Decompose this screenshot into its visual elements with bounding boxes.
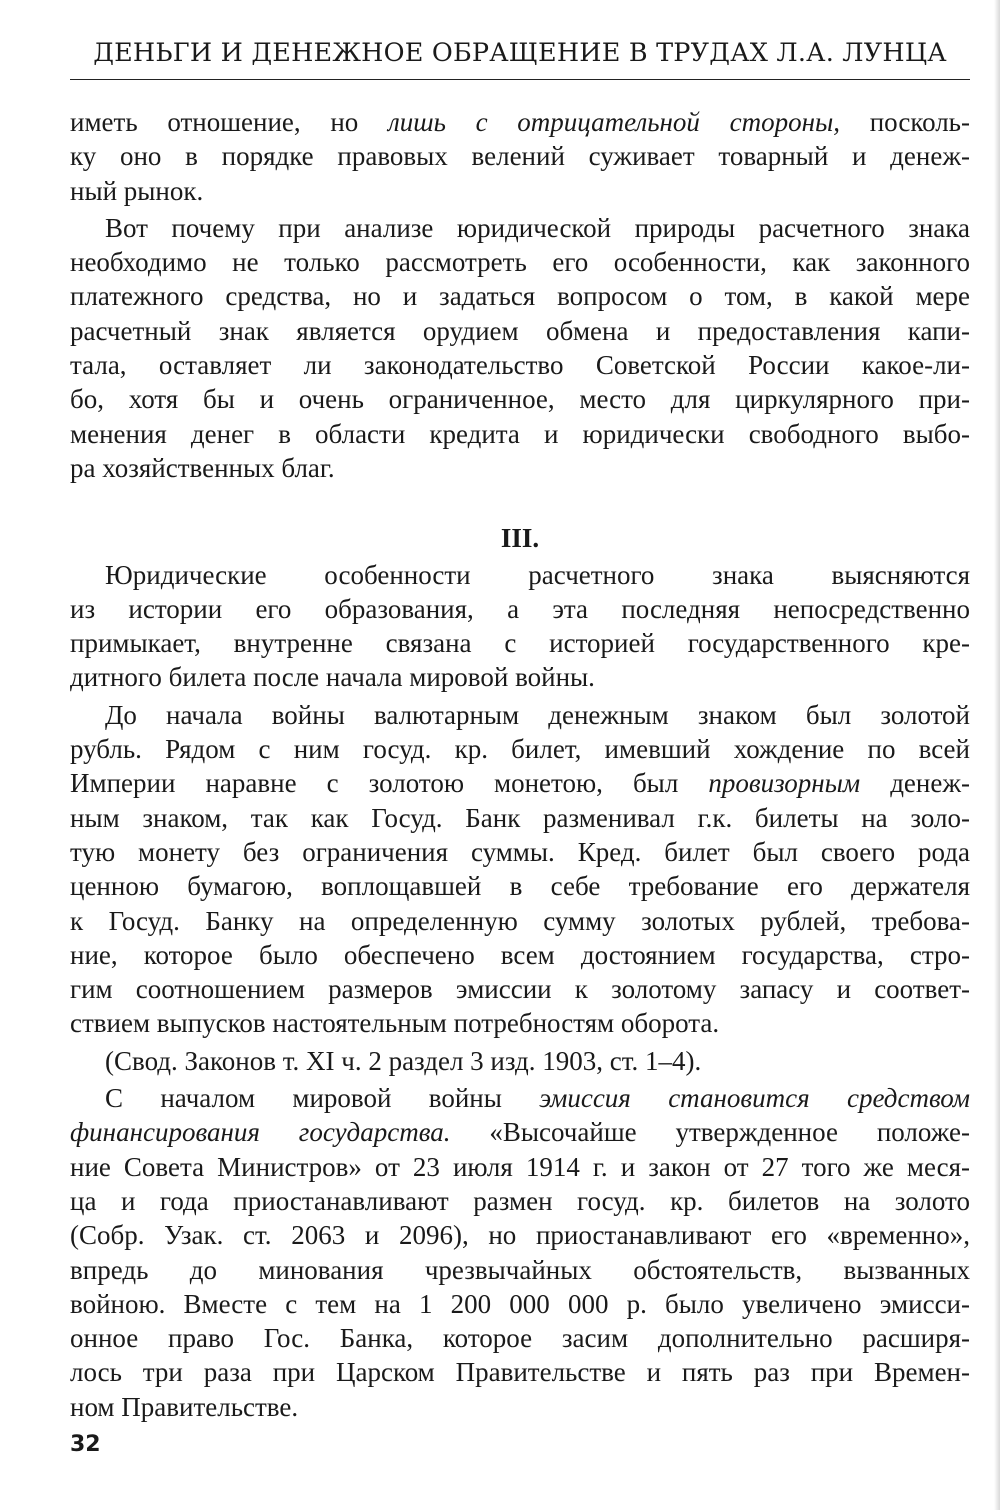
text-line: ном Правительстве. xyxy=(70,1391,299,1422)
body-text xyxy=(70,105,970,1424)
text-line: (Свод. Законов т. XI ч. 2 раздел 3 изд. 1903, ст. 1–4). xyxy=(105,1045,702,1076)
text-line: ценною бумагою, воплощавшей в себе требование его держателя xyxy=(70,871,970,902)
text-line: онное право Гос. Банка, которое засим дополнительно расширя- xyxy=(70,1323,970,1354)
text-line: С началом мировой войны эмиссия становится средством xyxy=(105,1083,971,1114)
page-edge-shadow xyxy=(994,0,1000,1510)
running-header: ДЕНЬГИ И ДЕНЕЖНОЕ ОБРАЩЕНИЕ В ТРУДАХ Л.А. ЛУНЦА xyxy=(93,38,947,68)
text-line: дитного билета после начала мировой войны. xyxy=(70,662,595,693)
text-line: тую монету без ограничения суммы. Кред. билет был своего рода xyxy=(70,836,970,867)
text-line: войною. Вместе с тем на 1 200 000 000 р. было увеличено эмисси- xyxy=(70,1288,970,1319)
text-line: ствием выпусков настоятельным потребностям оборота. xyxy=(70,1008,720,1039)
text-line: из истории его образования, а эта последняя непосредственно xyxy=(70,593,970,624)
emphasis: эмиссия становится средством xyxy=(539,1083,971,1114)
text-line: ным знаком, так как Госуд. Банк разменивал г.к. билеты на золо- xyxy=(70,802,970,833)
text-line: лось три раза при Царском Правительстве и пять раз при Времен- xyxy=(70,1357,970,1388)
text-line: (Собр. Узак. ст. 2063 и 2096), но приостанавливают его «временно», xyxy=(70,1220,970,1251)
text-line: примыкает, внутренне связана с историей государственного кре- xyxy=(70,628,970,659)
text-line: платежного средства, но и задаться вопросом о том, в какой мере xyxy=(70,281,970,312)
text-line: Империи наравне с золотою монетою, был провизорным денеж- xyxy=(70,768,970,799)
text-line: ку оно в порядке правовых велений суживает товарный и денеж- xyxy=(70,141,970,172)
text-line: ный рынок. xyxy=(70,175,204,206)
text-line: ца и года приостанавливают размен госуд. кр. билетов на золото xyxy=(70,1185,970,1216)
text-line: бо, хотя бы и очень ограниченное, место для циркулярного при- xyxy=(70,384,970,415)
emphasis: лишь с отрицательной стороны, xyxy=(387,107,841,137)
paragraph-2 xyxy=(70,211,970,485)
text-line: к Госуд. Банку на определенную сумму золотых рублей, требова- xyxy=(70,905,970,936)
text-line: ние Совета Министров» от 23 июля 1914 г. и закон от 27 того же меся- xyxy=(70,1151,970,1182)
text-line: До начала войны валютарным денежным знаком был золотой xyxy=(105,699,970,730)
emphasis: финансирования государства. xyxy=(70,1117,451,1148)
paragraph-1 xyxy=(70,105,970,208)
text-line: впредь до минования чрезвычайных обстоятельств, вызванных xyxy=(70,1254,970,1285)
text-line: тала, оставляет ли законодательство Советской России какое-ли- xyxy=(70,350,970,381)
text-line: менения денег в области кредита и юридически свободного выбо- xyxy=(70,418,970,449)
page-number: 32 xyxy=(70,1432,101,1457)
text-line: иметь отношение, но лишь с отрицательной стороны, посколь- xyxy=(70,107,970,137)
text-line: ра хозяйственных благ. xyxy=(70,452,335,483)
text-line: необходимо не только рассмотреть его особенности, как законного xyxy=(70,247,970,278)
paragraph-4 xyxy=(70,698,970,1041)
text-line: гим соотношением размеров эмиссии к золотому запасу и соответ- xyxy=(70,974,970,1005)
header-rule xyxy=(70,79,970,80)
section-heading: III. xyxy=(500,523,540,554)
paragraph-6 xyxy=(70,1081,970,1424)
text-line: рубль. Рядом с ним госуд. кр. билет, имевший хождение по всей xyxy=(70,734,970,765)
text-line: расчетный знак является орудием обмена и предоставления капи- xyxy=(70,315,970,346)
text-line: ние, которое было обеспечено всем достоянием государства, стро- xyxy=(70,939,970,970)
text-line: Вот почему при анализе юридической природы расчетного знака xyxy=(105,212,970,243)
paragraph-5 xyxy=(70,1044,970,1078)
text-line: Юридические особенности расчетного знака выясняются xyxy=(105,559,970,590)
text-line: финансирования государства. «Высочайше утвержденное положе- xyxy=(70,1117,970,1148)
emphasis: провизорным xyxy=(708,768,861,799)
paragraph-3 xyxy=(70,558,970,695)
